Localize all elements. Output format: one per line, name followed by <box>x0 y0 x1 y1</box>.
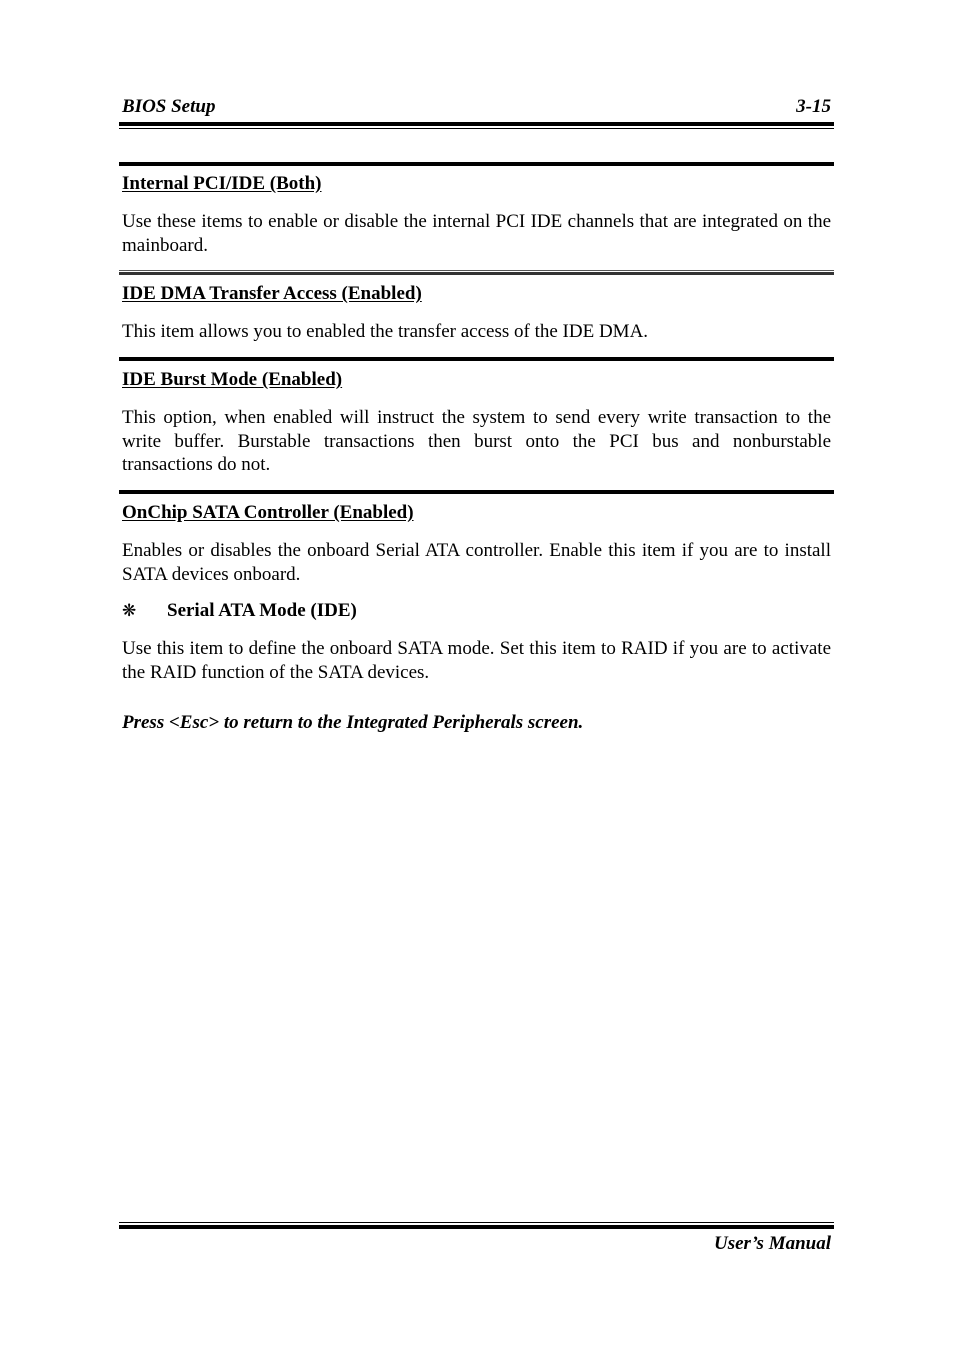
section-body-ide-burst-mode: This option, when enabled will instruct the system to send every write transaction to the write buffer. Burstable transactions then burst onto the PCI bus and nonburstable transactions do not. <box>122 407 831 475</box>
section-title-ide-dma-transfer: IDE DMA Transfer Access (Enabled) <box>122 283 422 304</box>
page-number: 3-15 <box>796 96 831 117</box>
footer-title: User’s Manual <box>713 1233 831 1254</box>
subitem-title: Serial ATA Mode (IDE) <box>167 600 357 621</box>
page-header <box>122 96 831 120</box>
section-separator <box>119 270 834 275</box>
section-separator <box>119 489 834 494</box>
asterisk-bullet-icon: ❋ <box>122 601 137 620</box>
return-note: Press <Esc> to return to the Integrated Peripherals screen. <box>122 712 584 733</box>
header-title: BIOS Setup <box>122 96 216 117</box>
section-body-internal-pci-ide: Use these items to enable or disable the internal PCI IDE channels that are integrated on the mainboard. <box>122 211 831 256</box>
footer-rule <box>119 1222 834 1229</box>
section-body-onchip-sata: Enables or disables the onboard Serial ATA controller. Enable this item if you are to install SATA devices onboard. <box>122 540 831 585</box>
section-title-ide-burst-mode: IDE Burst Mode (Enabled) <box>122 369 343 390</box>
header-rule <box>119 122 834 129</box>
subitem-body: Use this item to define the onboard SATA mode. Set this item to RAID if you are to activate the RAID function of the SATA devices. <box>122 638 831 683</box>
subitem-serial-ata-mode <box>122 600 357 622</box>
section-separator <box>119 161 834 166</box>
section-separator <box>119 356 834 361</box>
section-body-ide-dma-transfer: This item allows you to enabled the transfer access of the IDE DMA. <box>122 321 649 342</box>
section-title-onchip-sata: OnChip SATA Controller (Enabled) <box>122 502 414 523</box>
section-title-internal-pci-ide: Internal PCI/IDE (Both) <box>122 173 322 194</box>
